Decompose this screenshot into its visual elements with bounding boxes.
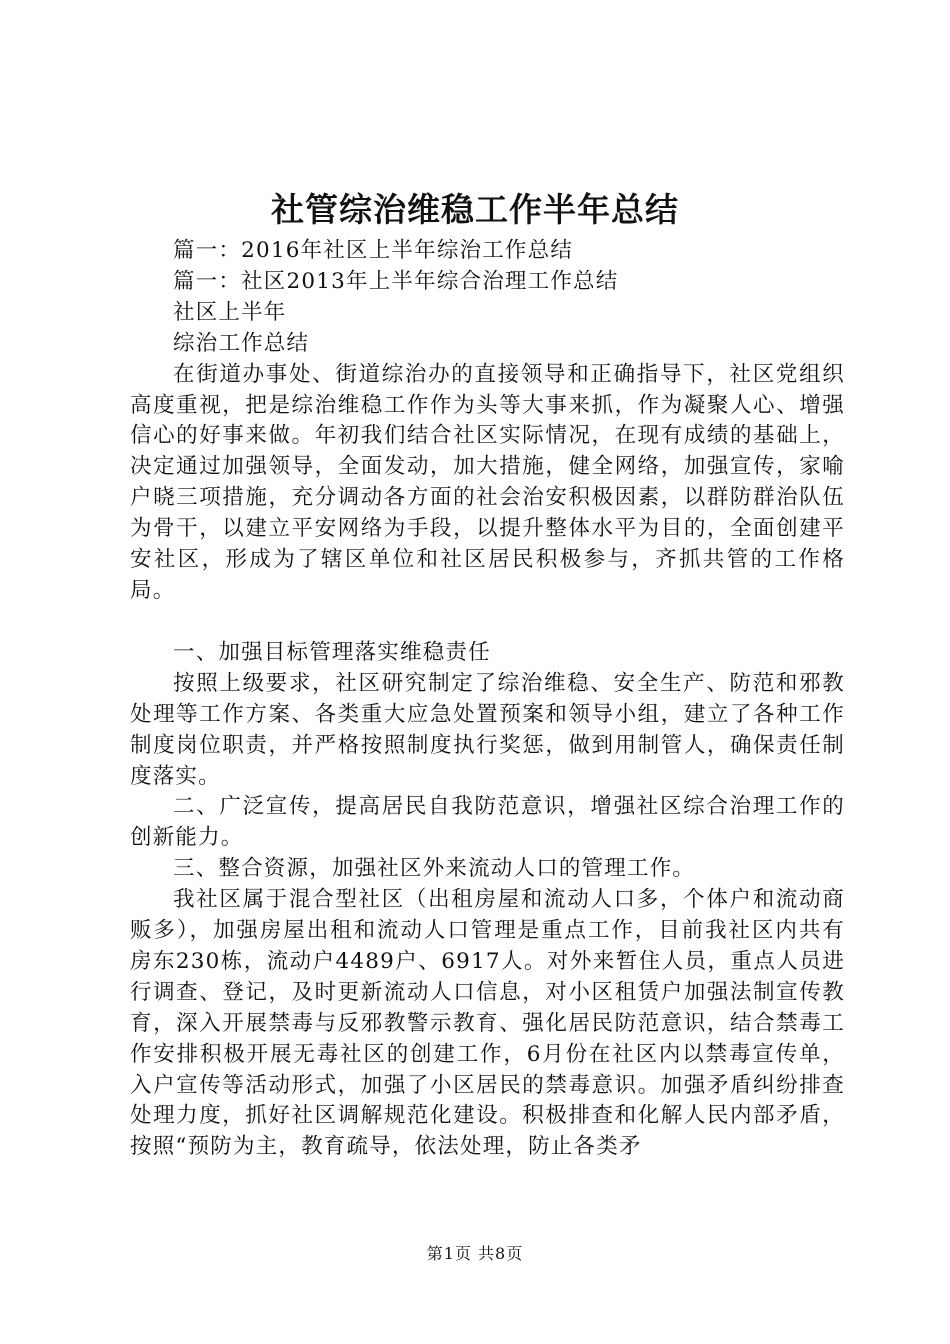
section-heading-1: 一、加强目标管理落实维稳责任	[173, 639, 491, 665]
paragraph-section-3: 我社区属于混合型社区（出租房屋和流动人口多，个体户和流动商贩多），加强房屋出租和流动人口管理是重点工作，目前我社区内共有房东230栋，流动户4489户、6917人。对外来暂住人员，重点人员进行调查、登记，及时更新流动人口信息，对小区租赁户加强法制宣传教育，深入开展禁毒与反邪教警示教育、强化居民防范意识，结合禁毒工作安排积极开展无毒社区的创建工作，6月份在社区内以禁毒宣传单，入户宣传等活动形式，加强了小区居民的禁毒意识。加强矛盾纠纷排查处理力度，抓好社区调解规范化建设。积极排查和化解人民内部矛盾，按照“预防为主，教育疏导，依法处理，防止各类矛	[130, 887, 845, 1160]
paragraph-intro: 在街道办事处、街道综治办的直接领导和正确指导下，社区党组织高度重视，把是综治维稳工作作为头等大事来抓，作为凝聚人心、增强信心的好事来做。年初我们结合社区实际情况，在现有成绩的基础上，决定通过加强领导，全面发动，加大措施，健全网络，加强宣传，家喻户晓三项措施，充分调动各方面的社会治安积极因素，以群防群治队伍为骨干，以建立平安网络为手段，以提升整体水平为目的，全面创建平安社区，形成为了辖区单位和社区居民积极参与，齐抓共管的工作格局。	[130, 361, 845, 603]
paragraph-heading-1: 篇一：2016年社区上半年综治工作总结	[173, 238, 574, 263]
document-title: 社管综治维稳工作半年总结	[271, 190, 679, 229]
document-body	[130, 236, 845, 1163]
paragraph-subtitle-2: 综治工作总结	[173, 330, 310, 356]
paragraph-section-1: 按照上级要求，社区研究制定了综治维稳、安全生产、防范和邪教处理等工作方案、各类重大应急处置预案和领导小组，建立了各种工作制度岗位职责，并严格按照制度执行奖惩，做到用制管人，确保责任制度落实。	[130, 670, 845, 789]
paragraph-spacer	[130, 607, 845, 638]
section-heading-3: 三、整合资源，加强社区外来流动人口的管理工作。	[173, 856, 696, 882]
page-footer: 第1页 共8页	[426, 1244, 524, 1263]
section-heading-2: 二、广泛宣传，提高居民自我防范意识，增强社区综合治理工作的创新能力。	[130, 794, 845, 851]
paragraph-subtitle-1: 社区上半年	[173, 299, 287, 325]
paragraph-heading-2: 篇一：社区2013年上半年综合治理工作总结	[173, 268, 619, 294]
